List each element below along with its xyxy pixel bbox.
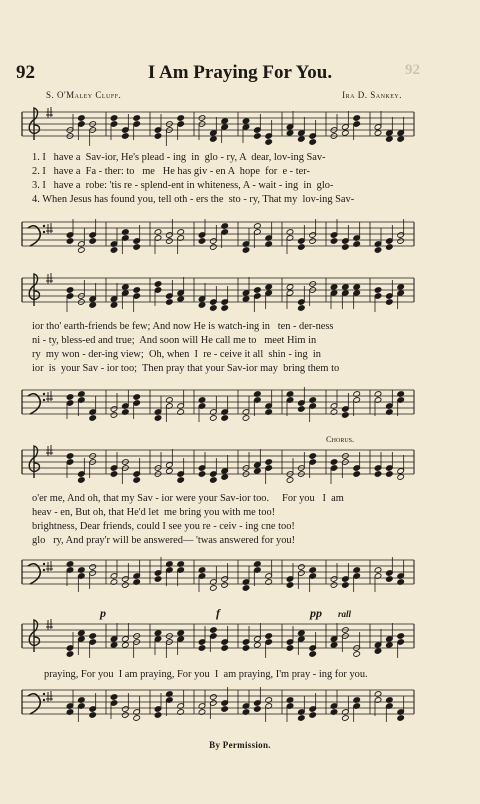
chorus-label: Chorus. xyxy=(326,434,355,444)
system-3-verse-1: o'er me, And oh, that my Sav - ior were your Sav-ior too. For you I am xyxy=(32,493,344,504)
system-1-bass-staff xyxy=(0,214,480,262)
system-1-treble-staff xyxy=(0,104,480,152)
composer-credit: Ira D. Sankey. xyxy=(342,90,402,100)
hymn-title: I Am Praying For You. xyxy=(147,62,333,83)
dynamic-forte: f xyxy=(216,606,220,620)
system-2-bass-staff xyxy=(0,382,480,430)
system-2-verse-2: ni - ty, bless-ed and true; And soon will He call me to meet Him in xyxy=(32,335,317,346)
system-3-treble-staff xyxy=(0,442,480,490)
system-1-verse-4: 4. When Jesus has found you, tell oth - ers the sto - ry, That my lov-ing Sav- xyxy=(32,194,355,205)
hymn-number: 92 xyxy=(16,62,35,83)
system-2-treble-staff xyxy=(0,270,480,318)
system-4-treble-staff xyxy=(0,616,480,664)
system-1-verse-2: 2. I have a Fa - ther: to me He has giv - en A hope for e - ter- xyxy=(32,166,310,177)
dynamic-pianissimo: pp xyxy=(310,606,322,620)
system-2-verse-4: ior is your Sav - ior too; Then pray that your Sav-ior may bring them to xyxy=(32,363,340,374)
permission-footer: By Permission. xyxy=(209,740,271,750)
dynamic-piano: p xyxy=(100,606,106,620)
system-4-bass-staff xyxy=(0,682,480,730)
system-1-verse-3: 3. I have a robe: 'tis re - splend-ent in whiteness, A - wait - ing in glo- xyxy=(32,180,334,191)
system-2-verse-1: ior tho' earth-friends be few; And now He is watch-ing in ten - der-ness xyxy=(32,321,334,332)
lyricist-credit: S. O'Maley Cluff. xyxy=(46,90,122,100)
system-3-verse-3: brightness, Dear friends, could I see you re - ceiv - ing cne too! xyxy=(32,521,295,532)
bleed-through-number: 92 xyxy=(405,62,420,78)
system-1-verse-1: 1. I have a Sav-ior, He's plead - ing in glo - ry, A dear, lov-ing Sav- xyxy=(32,152,326,163)
system-4-lyrics: praying, For you I am praying, For you I am praying, I'm pray - ing for you. xyxy=(44,669,368,680)
system-3-verse-4: glo ry, And pray'r will be answered— 'twas answered for you! xyxy=(32,535,296,546)
system-3-bass-staff xyxy=(0,552,480,600)
dynamic-rallentando: rall xyxy=(338,609,352,619)
system-2-verse-3: ry my won - der-ing view; Oh, when I re - ceive it all shin - ing in xyxy=(32,349,321,360)
system-3-verse-2: heav - en, But oh, that He'd let me bring you with me too! xyxy=(32,507,276,518)
